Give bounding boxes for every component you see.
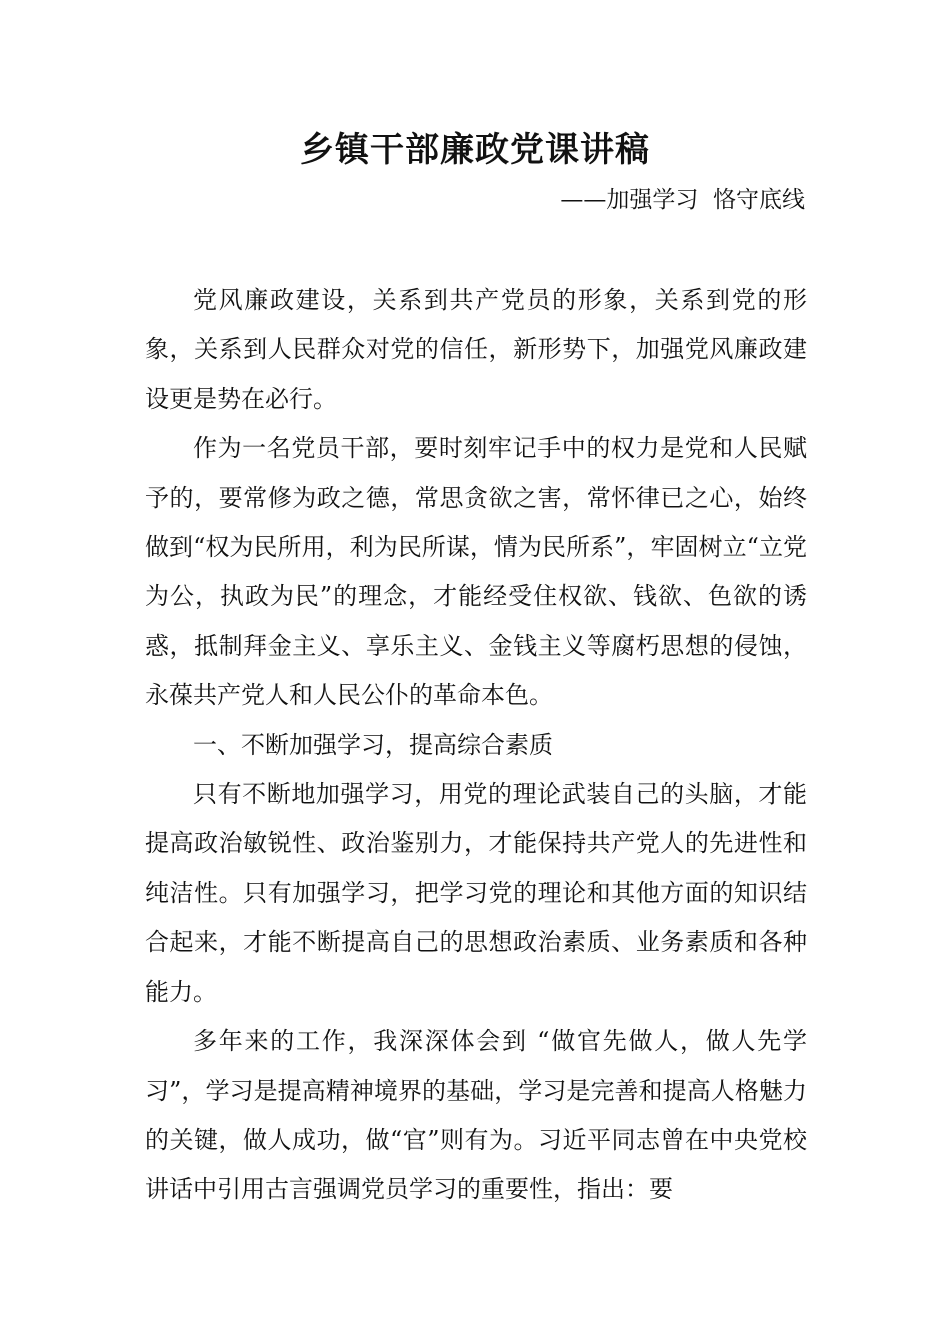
body-paragraph: 作为一名党员干部，要时刻牢记手中的权力是党和人民赋予的，要常修为政之德，常思贪欲之害，常怀律已之心，始终做到“权为民所用，利为民所谋，情为民所系”，牢固树立“立党为公，执政为民”的理念，才能经受住权欲、钱欲、色欲的诱惑，抵制拜金主义、享乐主义、金钱主义等腐朽思想的侵蚀，永葆共产党人和人民公仆的革命本色。: [145, 434, 807, 710]
document-subtitle: ——加强学习 恪守底线: [560, 187, 805, 213]
section-heading: 一、不断加强学习，提高综合素质: [193, 730, 553, 759]
body-paragraph: 多年来的工作，我深深体会到 “做官先做人，做人先学习”，学习是提高精神境界的基础，学习是完善和提高人格魅力的关键，做人成功，做“官”则有为。习近平同志曾在中央党校讲话中引用古言强调党员学习的重要性，指出：要: [145, 1027, 807, 1204]
document-title: 乡镇干部廉政党课讲稿: [300, 130, 650, 170]
document-body: [145, 276, 807, 1215]
body-paragraph: 党风廉政建设，关系到共产党员的形象，关系到党的形象，关系到人民群众对党的信任，新形势下，加强党风廉政建设更是势在必行。: [145, 286, 807, 413]
body-paragraph: 只有不断地加强学习，用党的理论武装自己的头脑，才能提高政治敏锐性、政治鉴别力，才能保持共产党人的先进性和纯洁性。只有加强学习，把学习党的理论和其他方面的知识结合起来，才能不断提高自己的思想政治素质、业务素质和各种能力。: [145, 780, 807, 1006]
